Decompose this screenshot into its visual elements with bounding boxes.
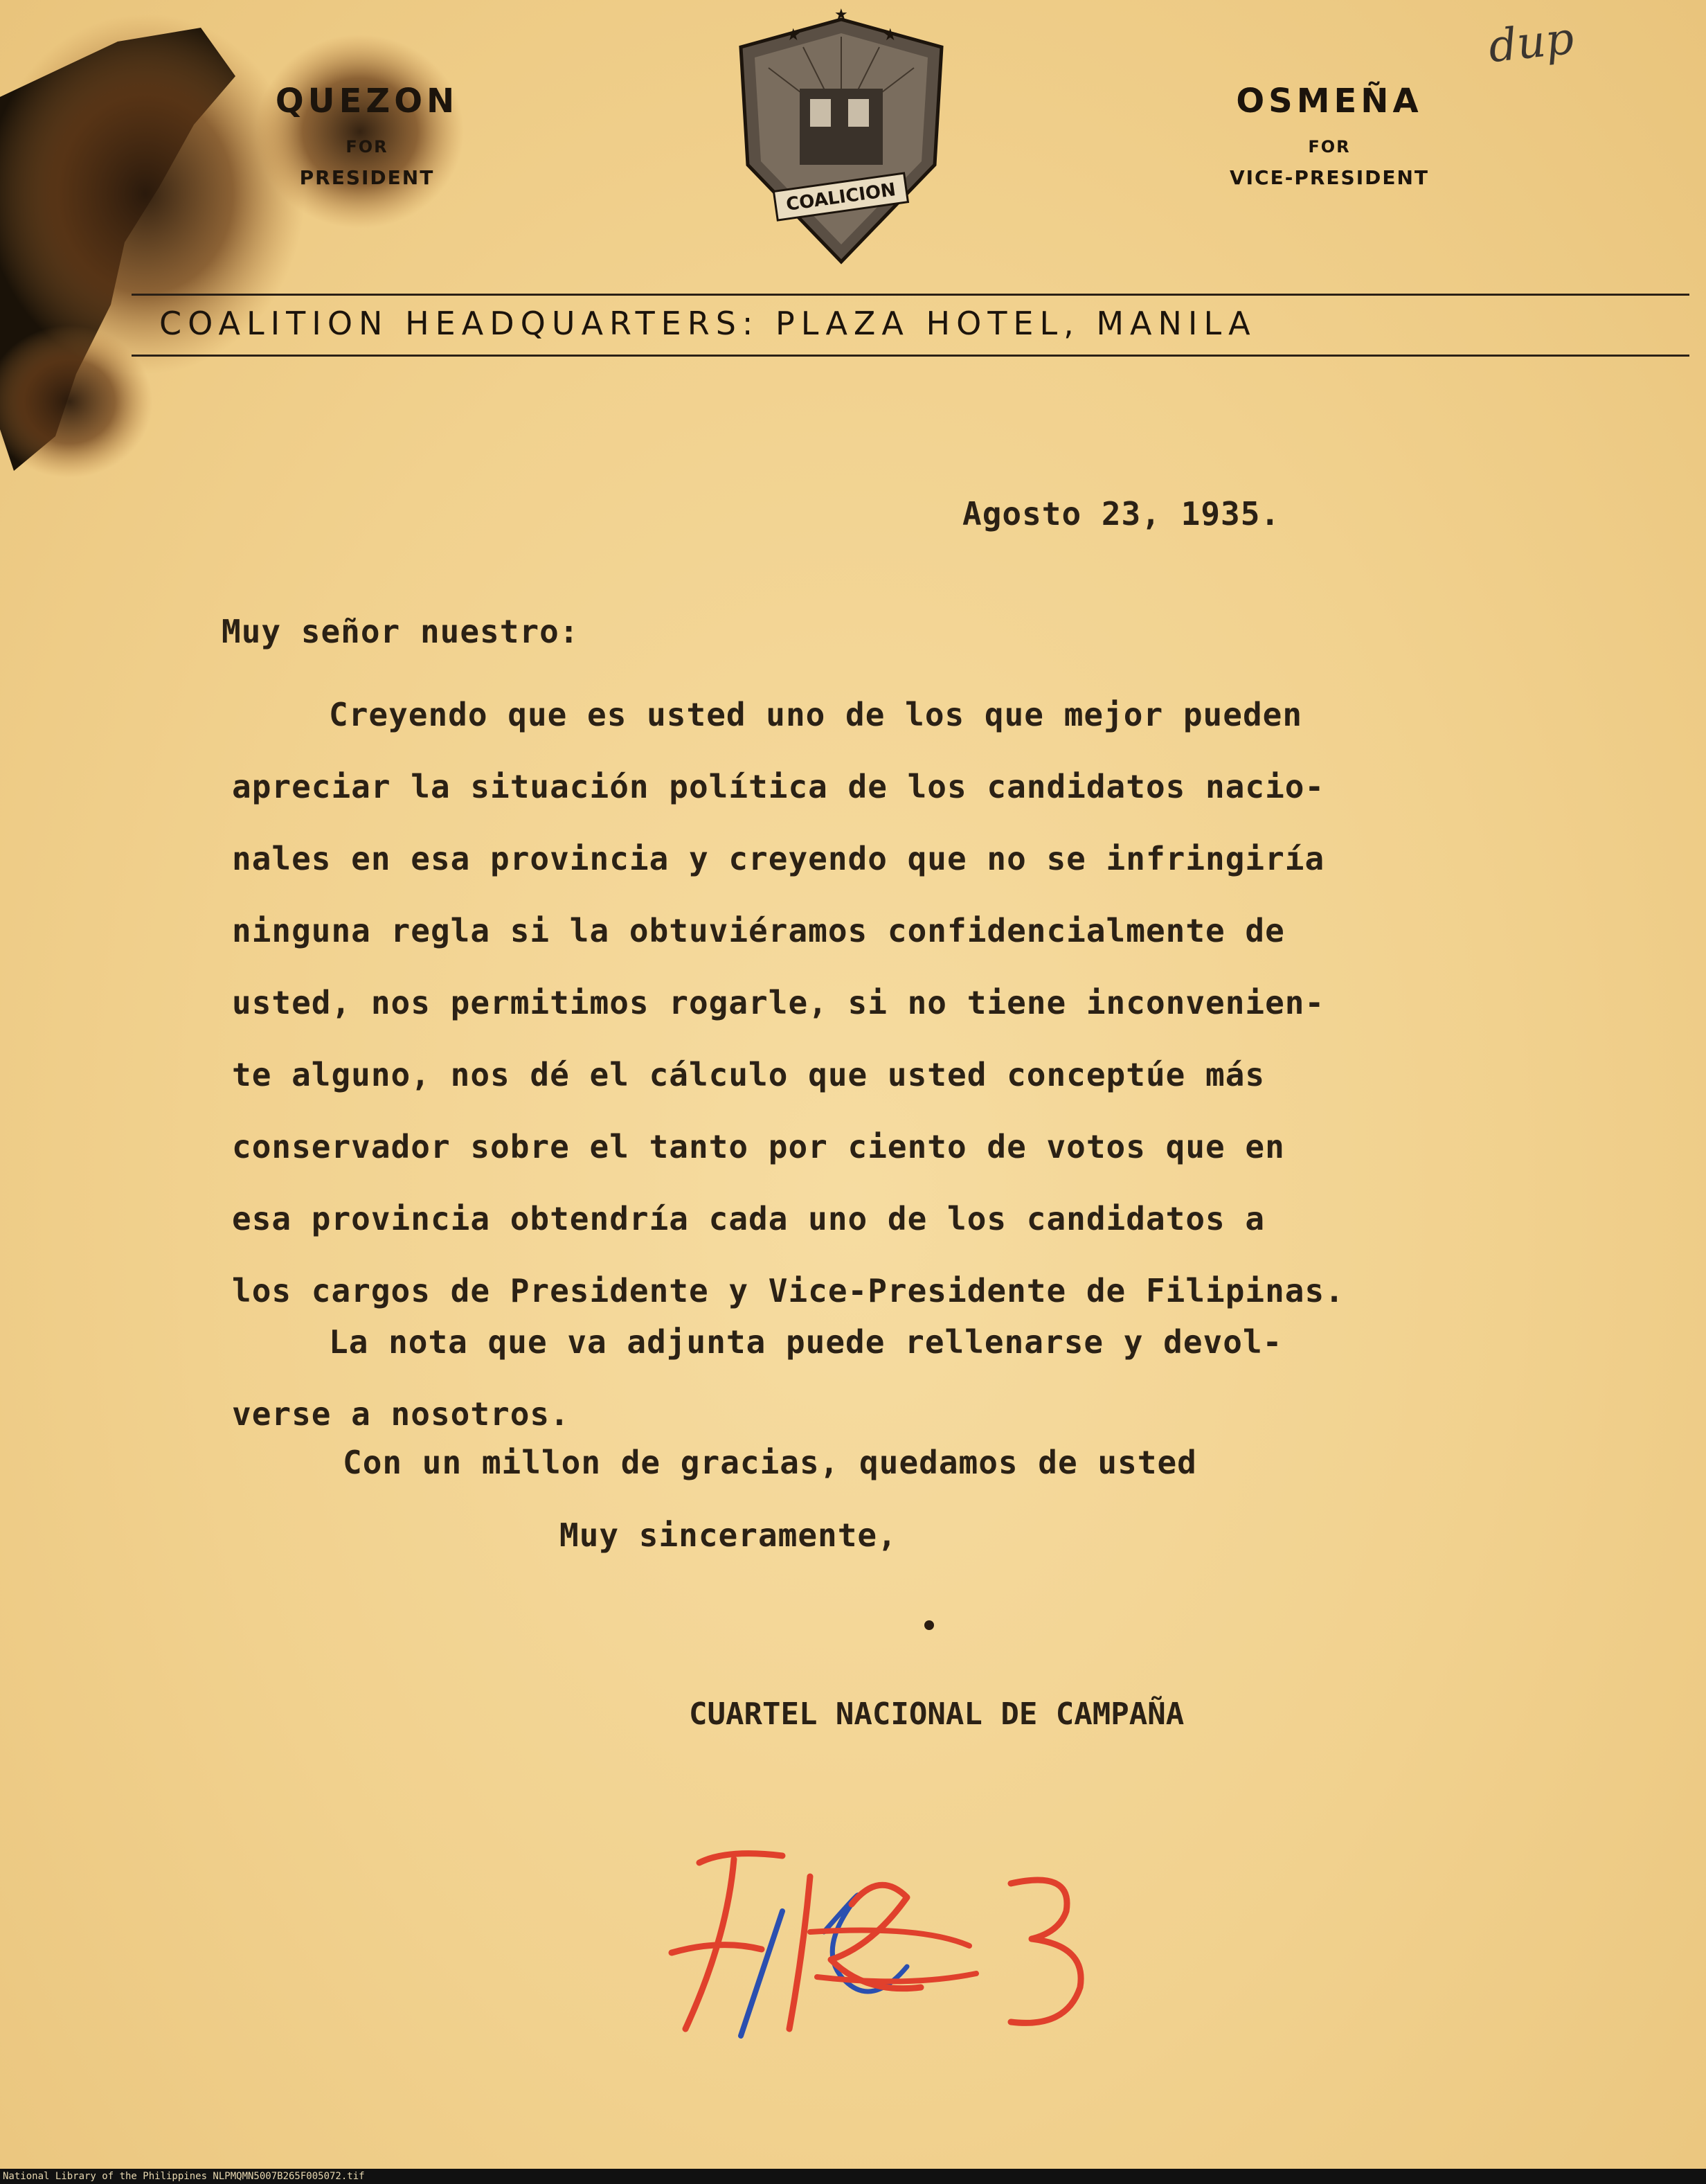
paragraph-1-line: nales en esa provincia y creyendo que no se infringiría [232,840,1325,877]
paragraph-1-line: conservador sobre el tanto por ciento de votos que en [232,1128,1285,1165]
paragraph-1-line: usted, nos permitimos rogarle, si no tiene inconvenien- [232,984,1325,1021]
left-candidate-block [222,82,512,189]
paragraph-1-line: te alguno, nos dé el cálculo que usted conceptúe más [232,1056,1266,1093]
letterhead-rule-top [132,294,1689,296]
handwritten-dup-note: dup [1486,12,1577,73]
paragraph-2 [232,1306,1282,1450]
letter-date: Agosto 23, 1935. [962,495,1281,532]
sender-signature: CUARTEL NACIONAL DE CAMPAÑA [689,1697,1185,1732]
svg-text:★: ★ [786,25,801,44]
paragraph-2-line: verse a nosotros. [232,1395,570,1433]
scan-footer: National Library of the Philippines NLPMQMN5007B265F005072.tif [3,2171,365,2182]
paragraph-1-line: esa provincia obtendría cada uno de los candidatos a [232,1200,1266,1237]
left-candidate-name: QUEZON [275,82,459,120]
paragraph-1 [232,679,1345,1327]
letterhead-rule-bottom [132,355,1689,357]
seal-label: COALICION [784,179,897,215]
coalicion-seal [727,6,955,269]
svg-text:★: ★ [883,25,898,44]
letter-closing: Con un millon de gracias, quedamos de usted [343,1444,1197,1481]
left-candidate-office: PRESIDENT [299,166,435,189]
letter-salutation: Muy señor nuestro: [222,613,580,650]
paragraph-1-line: Creyendo que es usted uno de los que mejor pueden [329,696,1303,733]
headquarters-line: COALITION HEADQUARTERS: PLAZA HOTEL, MANILA [159,305,1257,342]
file-annotation-mark [644,1828,1129,2057]
right-candidate-for: FOR [1308,137,1351,156]
complimentary-close: Muy sinceramente, [559,1516,897,1554]
right-candidate-block [1177,82,1482,189]
right-candidate-office: VICE-PRESIDENT [1229,166,1430,189]
ink-spot [924,1620,934,1630]
paragraph-2-line: La nota que va adjunta puede rellenarse y devol- [329,1323,1283,1361]
paragraph-1-line: apreciar la situación política de los candidatos nacio- [232,768,1325,805]
paragraph-1-line: los cargos de Presidente y Vice-Presidente de Filipinas. [232,1272,1345,1309]
right-candidate-name: OSMEÑA [1236,82,1423,120]
left-candidate-for: FOR [345,137,388,156]
svg-text:★: ★ [834,6,848,24]
paragraph-1-line: ninguna regla si la obtuviéramos confidencialmente de [232,912,1285,949]
